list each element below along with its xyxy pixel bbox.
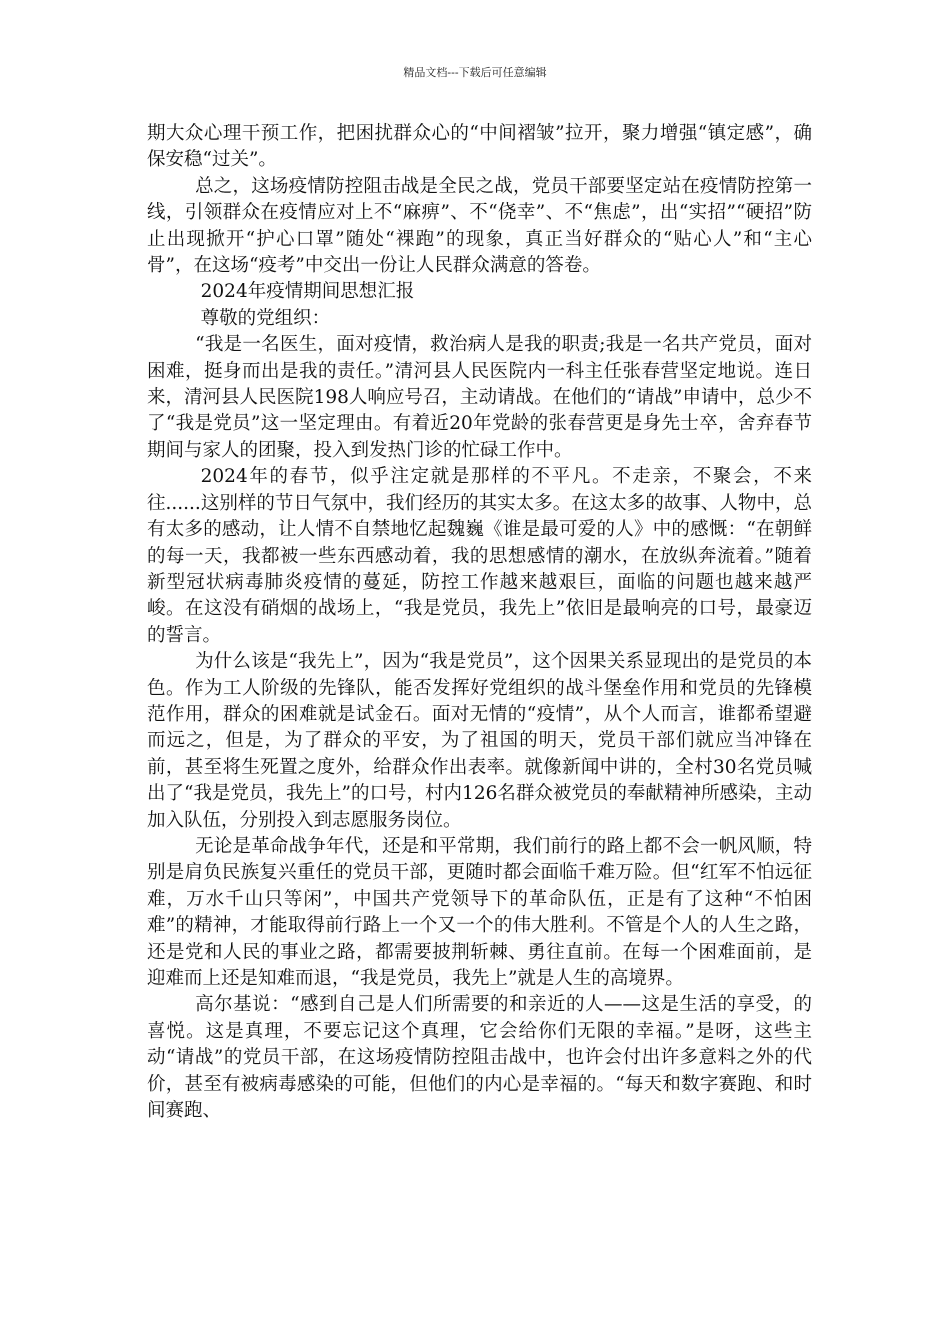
report-title: 2024年疫情期间思想汇报: [200, 281, 415, 303]
document-body: [147, 121, 812, 1124]
paragraph-5: 为什么该是“我先上”，因为“我是党员”，这个因果关系显现出的是党员的本色。作为工人阶级的先锋队，能否发挥好党组织的战斗堡垒作用和党员的先锋模范作用，群众的困难就是试金石。面对无情的“疫情”，从个人而言，谁都希望避而远之，但是，为了群众的平安，为了祖国的明天，党员干部们就应当冲锋在前，甚至将生死置之度外，给群众作出表率。就像新闻中讲的，全村30名党员喊出了“我是党员，我先上”的口号，村内126名群众被党员的奉献精神所感染，主动加入队伍，分别投入到志愿服务岗位。: [147, 651, 812, 831]
paragraph-7: 高尔基说：“感到自己是人们所需要的和亲近的人——这是生活的享受，的喜悦。这是真理，不要忘记这个真理，它会给你们无限的幸福。”是呀，这些主动“请战”的党员干部，在这场疫情防控阻击战中，也许会付出许多意料之外的代价，甚至有被病毒感染的可能，但他们的内心是幸福的。“每天和数字赛跑、和时间赛跑、: [147, 994, 812, 1122]
paragraph-1: 期大众心理干预工作，把困扰群众心的“中间褶皱”拉开，聚力增强“镇定感”，确保安稳“过关”。: [147, 123, 812, 171]
page-header: 精品文档---下载后可任意编辑: [403, 66, 547, 79]
salutation: 尊敬的党组织：: [200, 307, 331, 329]
paragraph-3: “我是一名医生，面对疫情，救治病人是我的职责;我是一名共产党员，面对困难，挺身而出是我的责任。”清河县人民医院内一科主任张春营坚定地说。连日来，清河县人民医院198人响应号召，主动请战。在他们的“请战”申请中，总少不了“我是党员”这一坚定理由。有着近20年党龄的张春营更是身先士卒，舍弃春节期间与家人的团聚，投入到发热门诊的忙碌工作中。: [147, 334, 812, 461]
paragraph-4: 2024年的春节，似乎注定就是那样的不平凡。不走亲，不聚会，不来往......这别样的节日气氛中，我们经历的其实太多。在这太多的故事、人物中，总有太多的感动，让人情不自禁地忆起魏巍《谁是最可爱的人》中的感慨：“在朝鲜的每一天，我都被一些东西感动着，我的思想感情的潮水，在放纵奔流着。”随着新型冠状病毒肺炎疫情的蔓延，防控工作越来越艰巨，面临的问题也越来越严峻。在这没有硝烟的战场上，“我是党员，我先上”依旧是最响亮的口号，最豪迈的誓言。: [147, 466, 812, 646]
paragraph-6: 无论是革命战争年代，还是和平常期，我们前行的路上都不会一帆风顺，特别是肩负民族复兴重任的党员干部，更随时都会面临千难万险。但“红军不怕远征难，万水千山只等闲”，中国共产党领导下的革命队伍，正是有了这种“不怕困难”的精神，才能取得前行路上一个又一个的伟大胜利。不管是个人的人生之路，还是党和人民的事业之路，都需要披荆斩棘、勇往直前。在每一个困难面前，是迎难而上还是知难而退，“我是党员，我先上”就是人生的高境界。: [147, 835, 812, 989]
paragraph-2: 总之，这场疫情防控阻击战是全民之战，党员干部要坚定站在疫情防控第一线，引领群众在疫情应对上不“麻痹”、不“侥幸”、不“焦虑”，出“实招”“硬招”防止出现掀开“护心口罩”随处“裸跑”的现象，真正当好群众的“贴心人”和“主心骨”，在这场“疫考”中交出一份让人民群众满意的答卷。: [147, 175, 812, 277]
